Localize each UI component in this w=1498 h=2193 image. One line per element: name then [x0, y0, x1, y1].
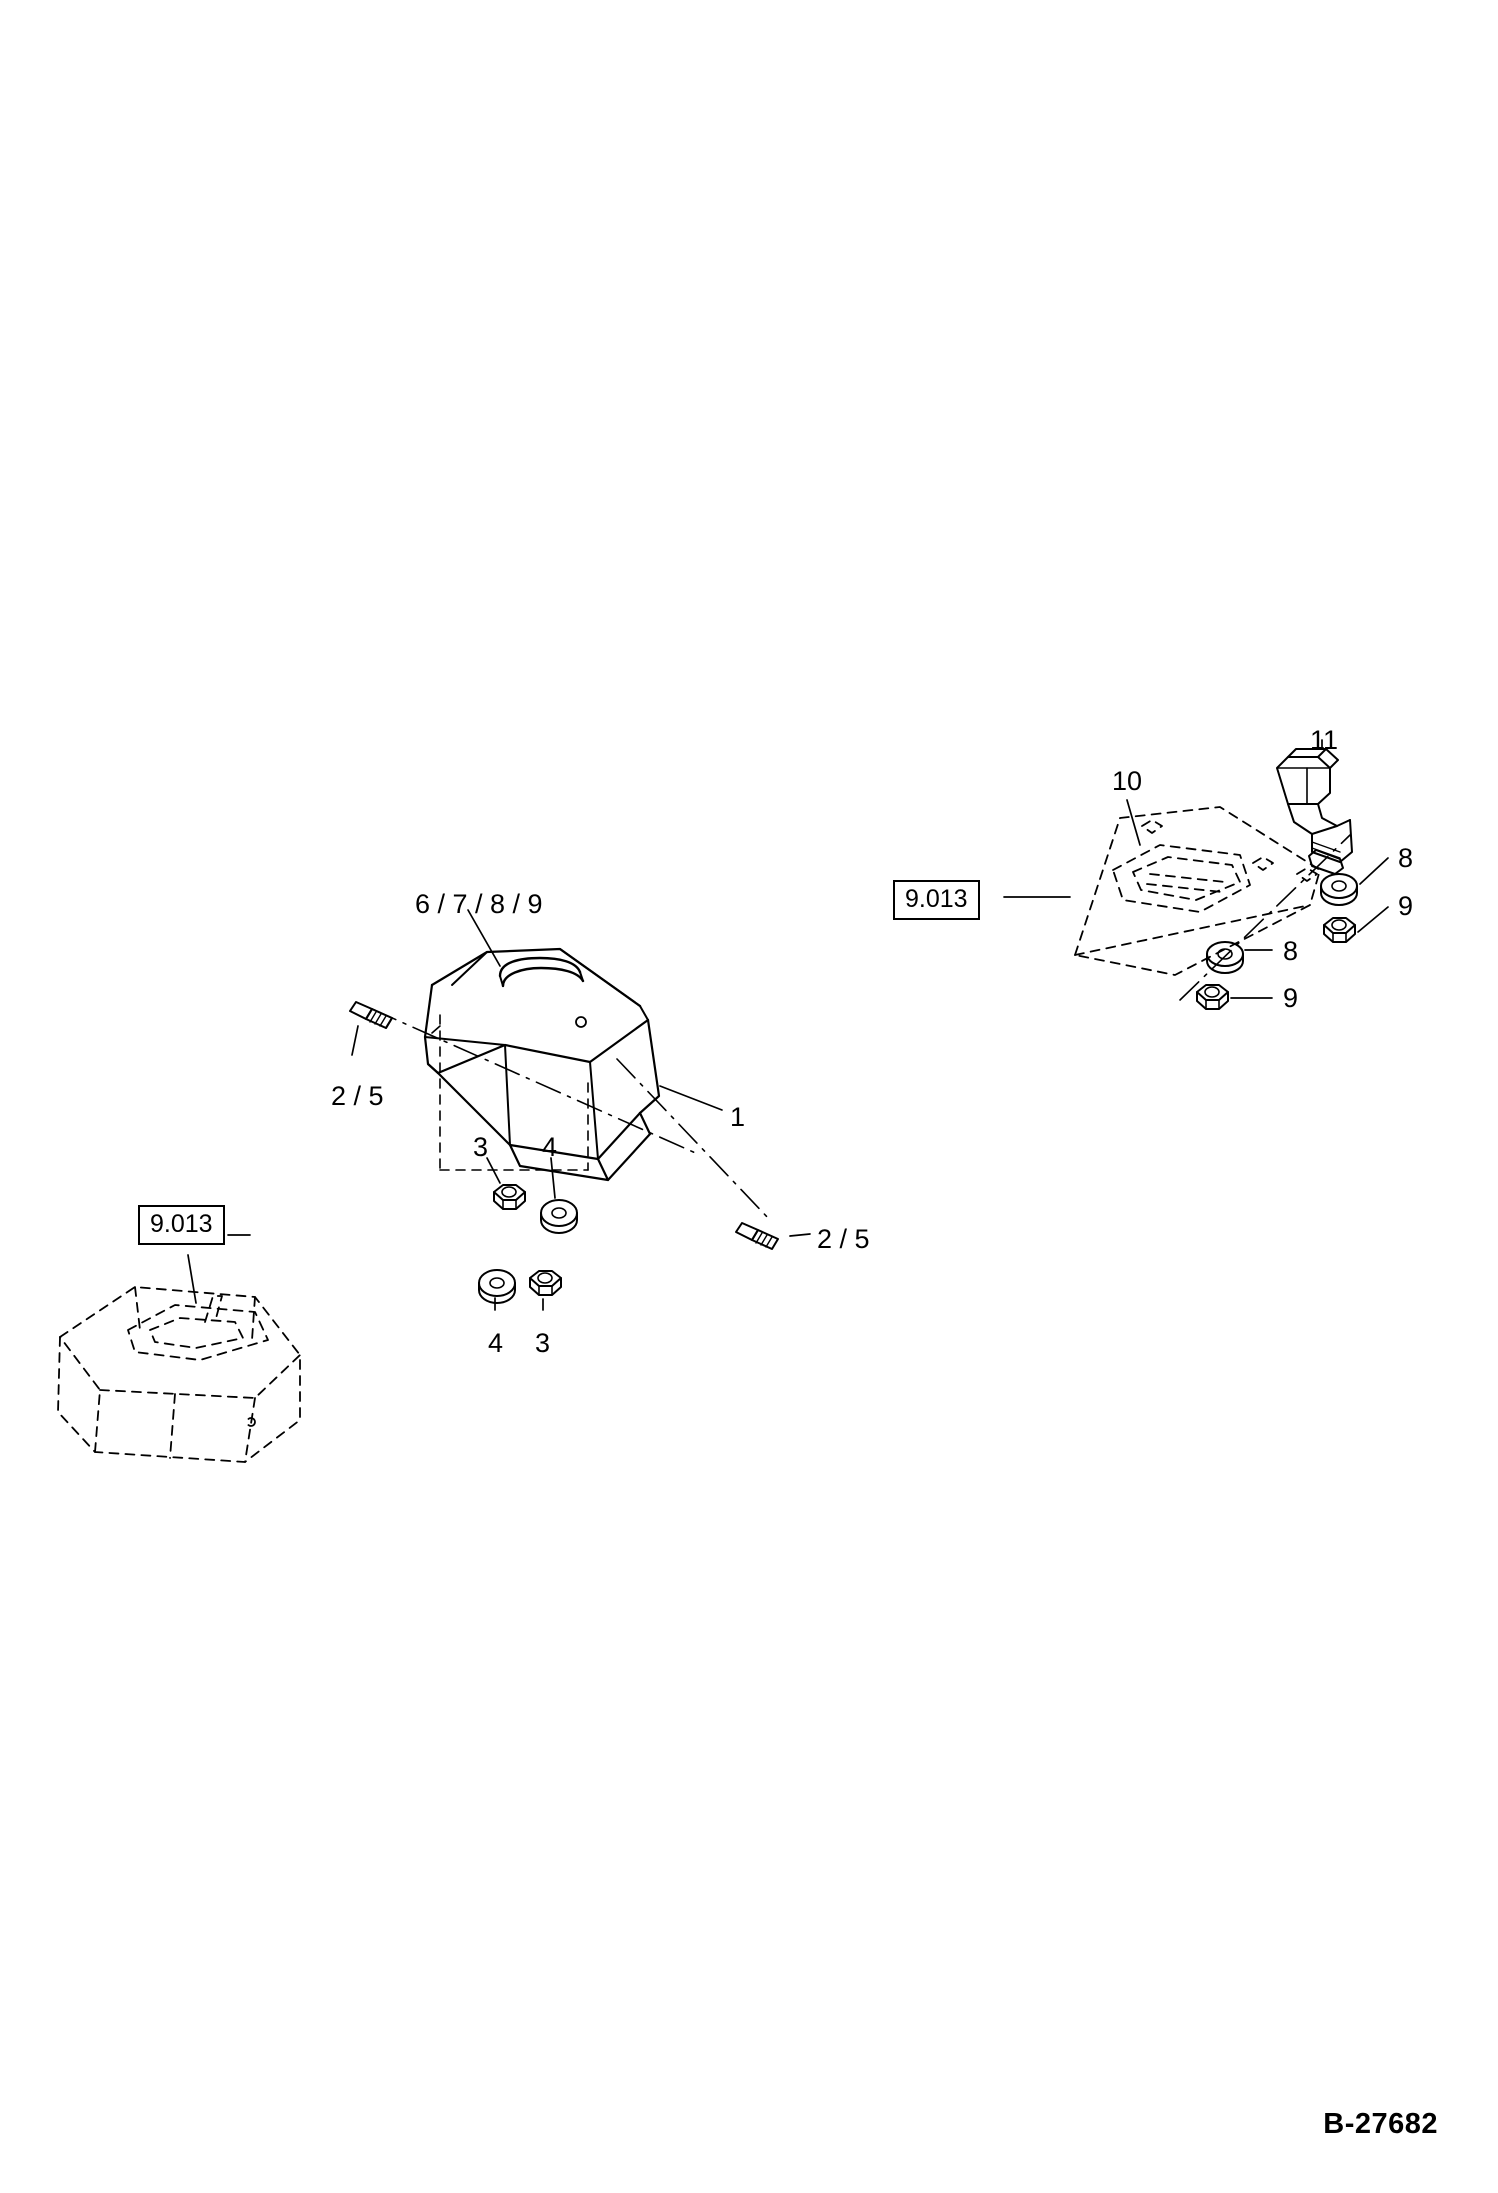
phantom-bucket-left [58, 1287, 300, 1462]
callout-8-right-lower: 8 [1283, 936, 1299, 966]
nut-lower [530, 1271, 561, 1295]
bolt-upper-left [350, 1002, 392, 1028]
nut-upper [494, 1185, 525, 1209]
callout-4-upper: 4 [542, 1132, 558, 1162]
callout-10: 10 [1112, 766, 1143, 796]
callout-9-right-lower: 9 [1283, 983, 1299, 1013]
callout-1: 1 [730, 1102, 746, 1132]
washer-upper [541, 1200, 577, 1233]
washer-right-upper [1321, 874, 1357, 905]
nut-right-upper [1324, 918, 1355, 942]
callout-3-lower: 3 [535, 1328, 551, 1358]
elbow-fitting [1277, 749, 1352, 874]
callout-2-5-upper: 2 / 5 [331, 1081, 384, 1111]
callout-4-lower: 4 [488, 1328, 504, 1358]
bolt-lower-right [736, 1223, 778, 1249]
callout-2-5-lower: 2 / 5 [817, 1224, 870, 1254]
callout-8-right-upper: 8 [1398, 843, 1414, 873]
reference-box-9013-left: 9.013 [138, 1205, 225, 1245]
reference-box-9013-right: 9.013 [893, 880, 980, 920]
callout-3-upper: 3 [473, 1132, 489, 1162]
nut-right-lower [1197, 985, 1228, 1009]
washer-lower [479, 1270, 515, 1303]
callout-11: 11 [1310, 725, 1339, 755]
drawing-number: B-27682 [1323, 2108, 1438, 2140]
callout-6-7-8-9: 6 / 7 / 8 / 9 [415, 889, 543, 919]
callout-9-right-upper: 9 [1398, 891, 1414, 921]
